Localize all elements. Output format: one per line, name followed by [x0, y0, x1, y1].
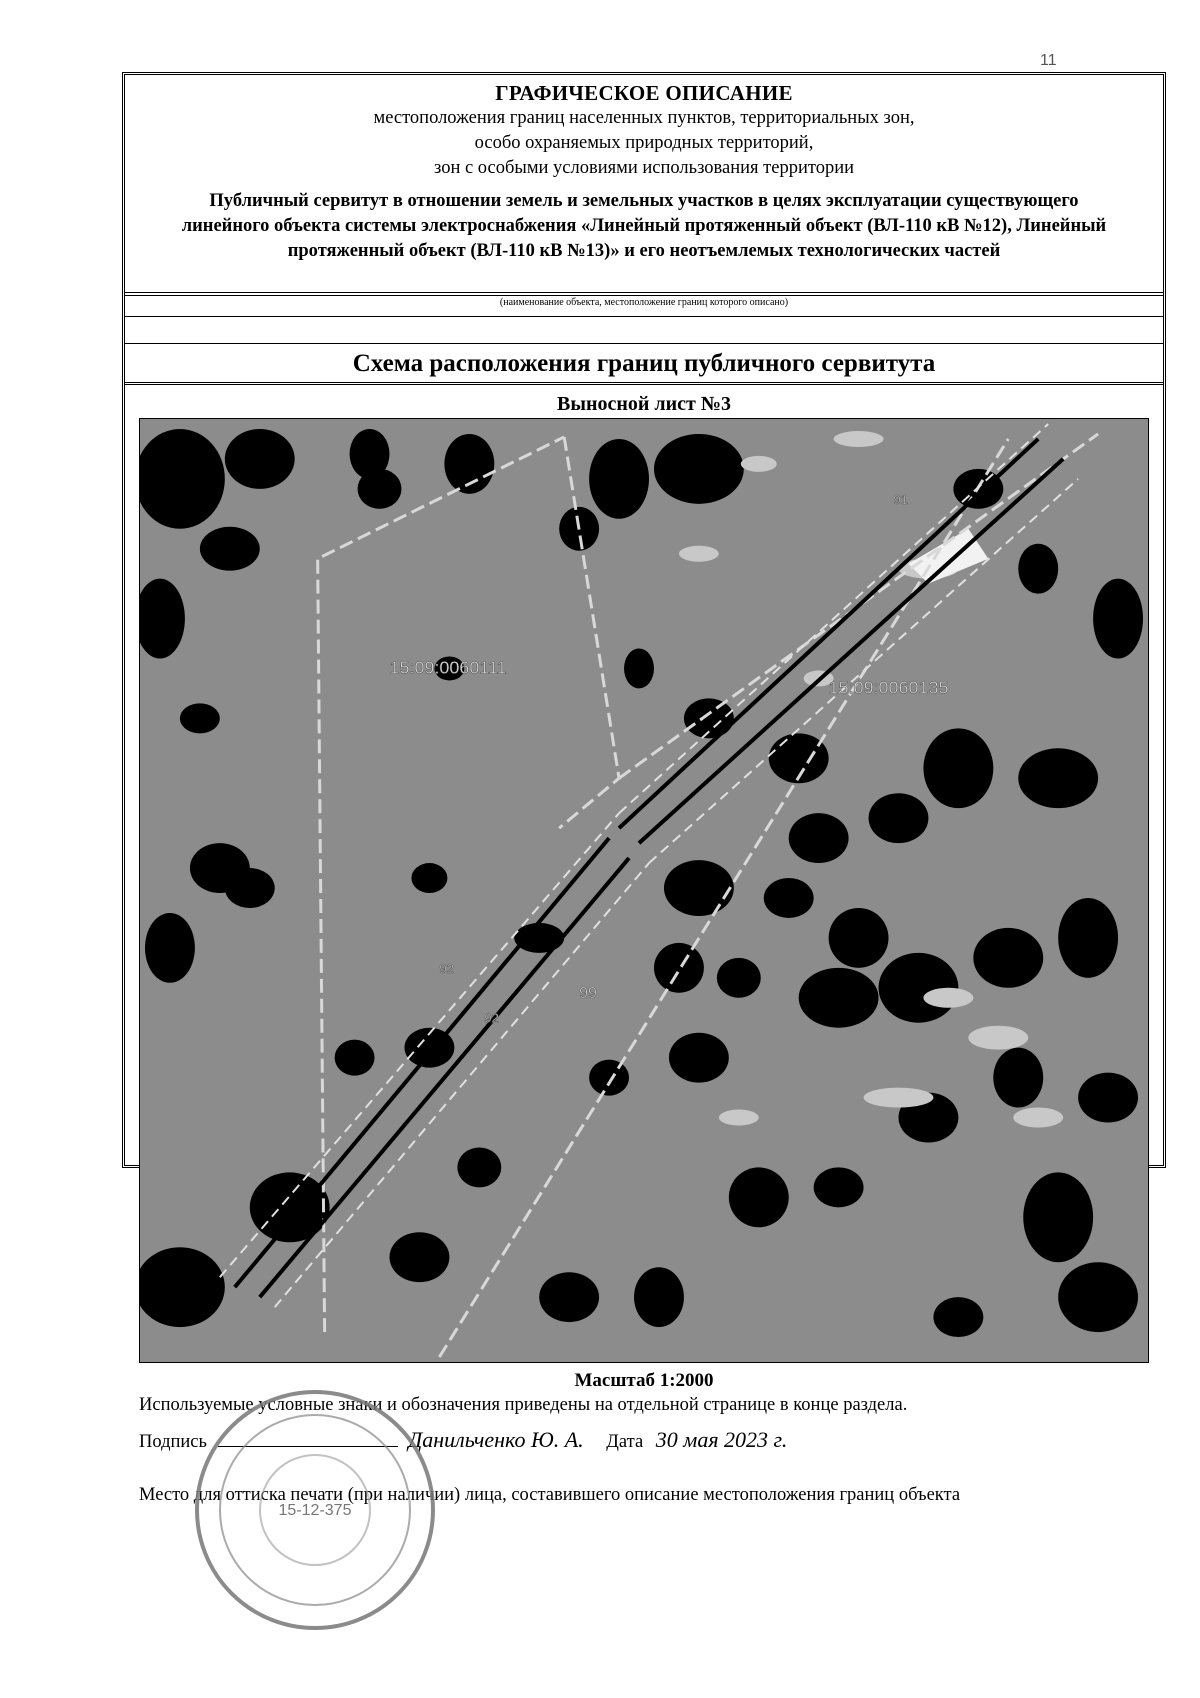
signature-label: Подпись	[139, 1432, 207, 1452]
point-label-92a: 92	[439, 960, 454, 976]
scheme-title: Схема расположения границ публичного сервитута	[125, 343, 1163, 385]
map-image	[139, 418, 1149, 1363]
point-label-99: 99	[579, 984, 597, 1002]
map-svg	[140, 419, 1148, 1362]
stamp-number: 15-12-375	[278, 1502, 352, 1519]
sheet-title: Выносной лист №3	[557, 393, 731, 415]
map-scale: Масштаб 1:2000	[574, 1370, 714, 1391]
object-name: Публичный сервитут в отношении земель и земельных участков в целях эксплуатации существующего линейного объекта системы электроснабжения «Линейный протяженный объект (ВЛ-110 кВ №12), Линейный протяженный объект (ВЛ-110 кВ №13)» и его неотъемлемых технологических частей	[181, 191, 1107, 261]
parcel-label-1: 15:09:0060111	[389, 657, 507, 678]
document-frame	[122, 72, 1166, 1505]
vegetation-dark	[140, 429, 1143, 1337]
legend-note: Используемые условные знаки и обозначения приведены на отдельной странице в конце раздела.	[139, 1395, 908, 1415]
object-caption: (наименование объекта, местоположение границ которого описано)	[125, 295, 1163, 316]
vegetation-light	[679, 431, 1063, 1128]
page-number: 11	[1040, 52, 1057, 69]
empty-row	[125, 316, 1163, 343]
header-line-3: зон с особыми условиями использования территории	[434, 158, 854, 178]
signer-name: Данильченко Ю. А.	[408, 1427, 584, 1452]
point-label-92b: 92	[484, 1010, 499, 1026]
header-title: ГРАФИЧЕСКОЕ ОПИСАНИЕ	[495, 81, 793, 105]
signature-blank	[218, 1446, 398, 1447]
header-line-2: особо охраняемых природных территорий,	[474, 133, 814, 153]
date-value: 30 мая 2023 г.	[655, 1427, 788, 1452]
signature-row	[139, 1427, 787, 1453]
engineer-stamp	[190, 1385, 440, 1635]
date-label: Дата	[606, 1432, 644, 1452]
header	[125, 75, 1163, 293]
parcel-label-2: 15:09:0060135	[828, 677, 949, 698]
point-label-91: 91	[893, 491, 908, 507]
header-line-1: местоположения границ населенных пунктов, территориальных зон,	[373, 108, 915, 128]
seal-note: Место для оттиска печати (при наличии) лица, составившего описание местоположения границ объекта	[139, 1485, 961, 1505]
